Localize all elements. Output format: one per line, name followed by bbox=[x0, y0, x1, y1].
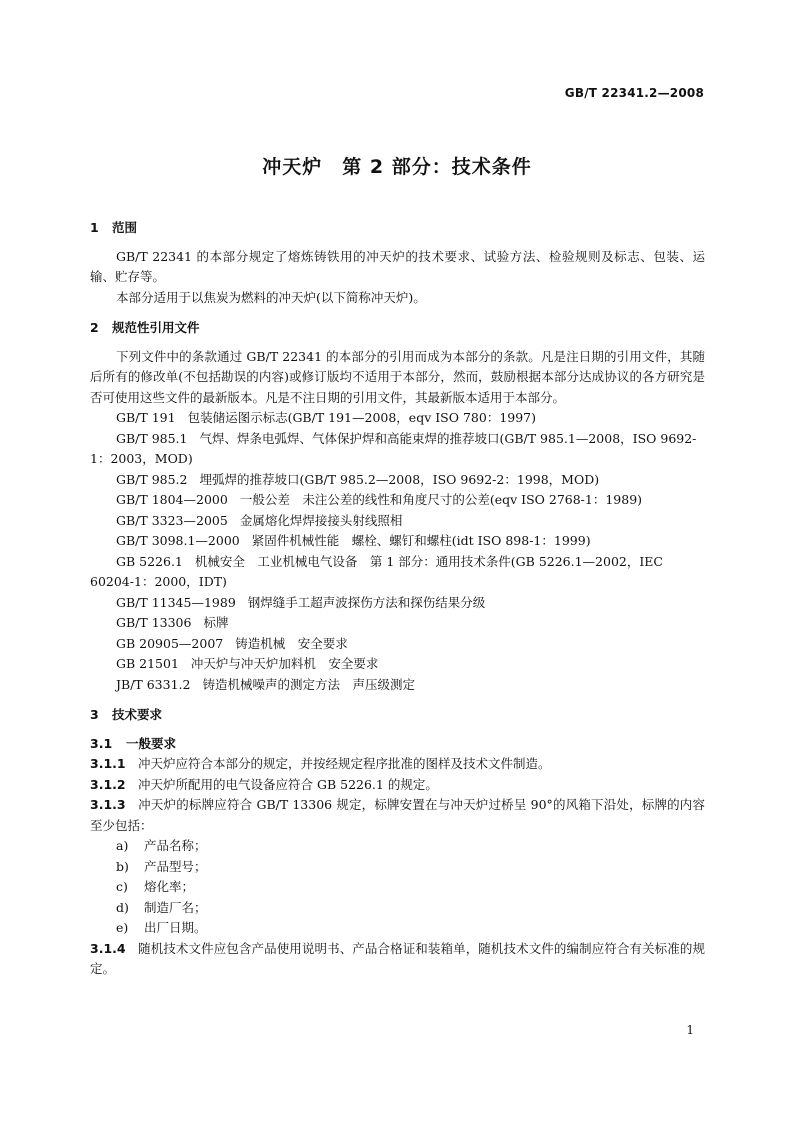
reference-code: GB/T 985.1 bbox=[116, 430, 188, 446]
clause-number: 3.1.2 bbox=[90, 776, 126, 792]
subsection-title: 一般要求 bbox=[126, 735, 177, 751]
clause-text: 随机技术文件应包含产品使用说明书、产品合格证和装箱单，随机技术文件的编制应符合有关标准的规定。 bbox=[90, 940, 705, 976]
clause-number: 3.1.1 bbox=[90, 756, 126, 771]
section-title: 技术要求 bbox=[112, 707, 163, 722]
list-item bbox=[90, 877, 705, 898]
section-heading-technical-requirements bbox=[90, 705, 705, 726]
clause-text: 冲天炉应符合本部分的规定，并按经规定程序批准的图样及技术文件制造。 bbox=[138, 756, 551, 771]
clause bbox=[90, 754, 705, 775]
reference-title: 金属熔化焊焊接接头射线照相 bbox=[239, 512, 403, 528]
reference-title: 铸造机械 安全要求 bbox=[235, 635, 348, 651]
reference-item bbox=[90, 675, 705, 696]
clause-text: 冲天炉的标牌应符合 GB/T 13306 规定，标牌安置在与冲天炉过桥呈 90°的风箱下沿处，标牌的内容至少包括： bbox=[90, 797, 705, 833]
section-number: 3 bbox=[90, 707, 99, 722]
reference-title: 包装储运图示标志(GB/T 191—2008，eqv ISO 780：1997) bbox=[187, 410, 537, 425]
paragraph: 下列文件中的条款通过 GB/T 22341 的本部分的引用而成为本部分的条款。凡是注日期的引用文件，其随后所有的修改单(不包括勘误的内容)或修订版均不适用于本部分，然而，鼓励根据本部分达成协议的各方研究是否可使用这些文件的最新版本。凡是不注日期的引用文件，其最新版本适用于本部分。 bbox=[90, 348, 705, 405]
reference-code: JB/T 6331.2 bbox=[116, 676, 191, 692]
reference-item bbox=[90, 511, 705, 532]
reference-title: 铸造机械噪声的测定方法 声压级测定 bbox=[202, 676, 415, 692]
reference-title: 标牌 bbox=[203, 615, 229, 630]
clause-number: 3.1.3 bbox=[90, 797, 126, 812]
clause bbox=[90, 775, 705, 796]
reference-title: 冲天炉与冲天炉加料机 安全要求 bbox=[190, 656, 379, 671]
standard-code: GB/T 22341.2—2008 bbox=[564, 86, 704, 100]
section-title: 规范性引用文件 bbox=[112, 320, 200, 335]
list-item-label: e) bbox=[116, 920, 129, 935]
list-item-label: c) bbox=[116, 879, 128, 894]
reference-title: 钢焊缝手工超声波探伤方法和探伤结果分级 bbox=[247, 594, 486, 610]
section-title: 范围 bbox=[112, 220, 138, 235]
list-item-text: 出厂日期。 bbox=[144, 920, 207, 935]
reference-code: GB 21501 bbox=[116, 656, 179, 671]
reference-item bbox=[90, 654, 705, 675]
reference-code: GB/T 1804—2000 bbox=[116, 492, 228, 507]
reference-title: 紧固件机械性能 螺栓、螺钉和螺柱(idt ISO 898-1：1999) bbox=[251, 533, 591, 548]
reference-item bbox=[90, 531, 705, 552]
reference-item bbox=[90, 429, 705, 470]
section-heading-scope bbox=[90, 218, 705, 239]
list-item-label: a) bbox=[116, 838, 129, 853]
subsection-number: 3.1 bbox=[90, 735, 113, 751]
list-item-text: 产品型号； bbox=[144, 858, 207, 874]
reference-item bbox=[90, 408, 705, 429]
reference-code: GB/T 13306 bbox=[116, 615, 192, 630]
section-number: 2 bbox=[90, 320, 99, 335]
document-body bbox=[90, 218, 705, 980]
list-item bbox=[90, 918, 705, 939]
reference-item bbox=[90, 613, 705, 634]
reference-item bbox=[90, 470, 705, 491]
clause bbox=[90, 939, 705, 980]
list-item-label: d) bbox=[116, 899, 129, 915]
reference-code: GB/T 191 bbox=[116, 410, 176, 425]
reference-code: GB 5226.1 bbox=[116, 553, 183, 569]
page-number: 1 bbox=[686, 1023, 694, 1037]
section-number: 1 bbox=[90, 220, 99, 235]
page-title: 冲天炉 第 2 部分：技术条件 bbox=[262, 156, 532, 178]
list-item-text: 产品名称； bbox=[144, 838, 207, 853]
clause-text: 冲天炉所配用的电气设备应符合 GB 5226.1 的规定。 bbox=[138, 776, 438, 792]
reference-item bbox=[90, 634, 705, 655]
reference-item bbox=[90, 593, 705, 614]
paragraph: 本部分适用于以焦炭为燃料的冲天炉(以下简称冲天炉)。 bbox=[116, 289, 426, 305]
subsection-heading bbox=[90, 734, 705, 755]
paragraph: GB/T 22341 的本部分规定了熔炼铸铁用的冲天炉的技术要求、试验方法、检验规则及标志、包装、运输、贮存等。 bbox=[90, 248, 705, 284]
reference-title: 埋弧焊的推荐坡口(GB/T 985.2—2008，ISO 9692-2：1998，MOD) bbox=[199, 471, 600, 487]
list-item bbox=[90, 898, 705, 919]
list-item-label: b) bbox=[116, 858, 129, 874]
list-item-text: 熔化率； bbox=[144, 879, 195, 894]
reference-code: GB/T 3323—2005 bbox=[116, 512, 228, 528]
clause-number: 3.1.4 bbox=[90, 940, 126, 956]
reference-code: GB/T 985.2 bbox=[116, 471, 188, 487]
list-item-text: 制造厂名； bbox=[144, 899, 207, 915]
reference-code: GB 20905—2007 bbox=[116, 635, 224, 651]
reference-title: 机械安全 工业机械电气设备 第 1 部分：通用技术条件(GB 5226.1—2002，IEC 60204-1：2000，IDT) bbox=[90, 553, 663, 589]
reference-code: GB/T 3098.1—2000 bbox=[116, 533, 240, 548]
section-heading-normative-references bbox=[90, 318, 705, 339]
reference-item bbox=[90, 552, 705, 593]
reference-title: 气焊、焊条电弧焊、气体保护焊和高能束焊的推荐坡口(GB/T 985.1—2008，ISO 9692-1：2003，MOD) bbox=[90, 430, 697, 466]
reference-item bbox=[90, 490, 705, 511]
list-item bbox=[90, 857, 705, 878]
list-item bbox=[90, 836, 705, 857]
reference-code: GB/T 11345—1989 bbox=[116, 594, 236, 610]
clause bbox=[90, 795, 705, 836]
reference-title: 一般公差 未注公差的线性和角度尺寸的公差(eqv ISO 2768-1：1989) bbox=[239, 492, 643, 507]
